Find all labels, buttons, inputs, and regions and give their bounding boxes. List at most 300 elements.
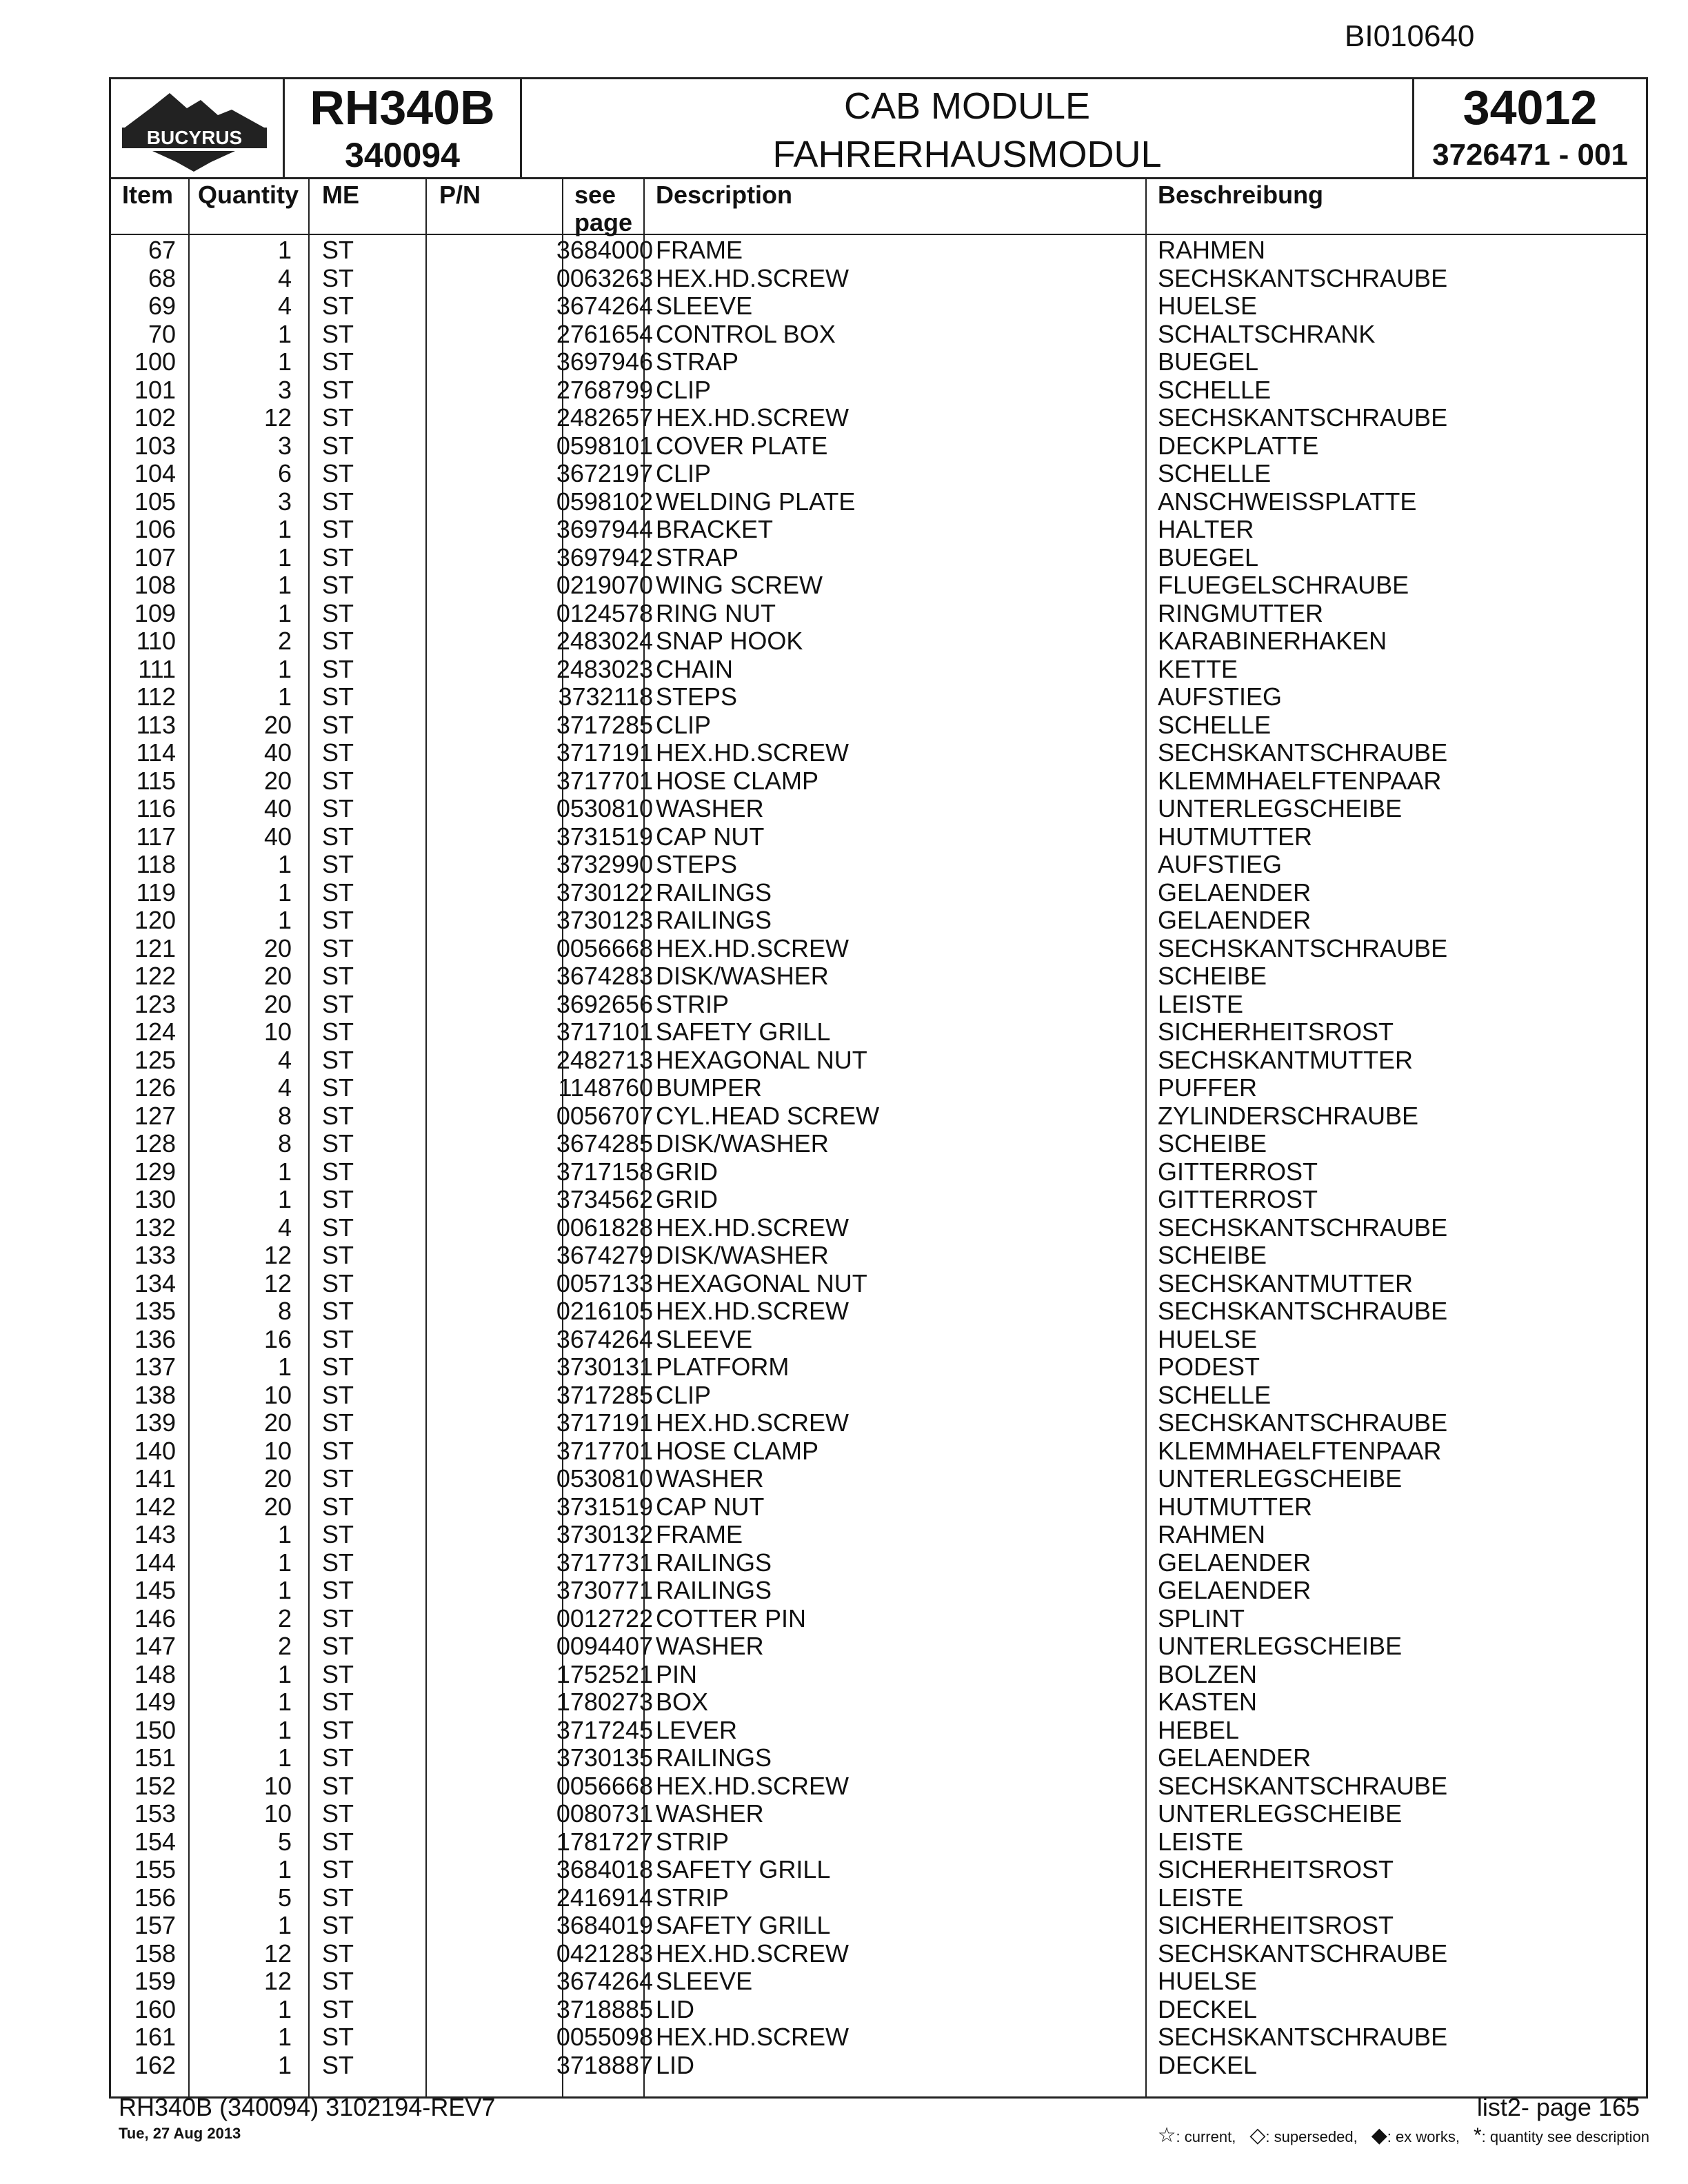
beschreibung-cell: AUFSTIEG [1158,850,1283,878]
item-cell: 67 [148,236,176,264]
me-cell: ST [322,1604,354,1632]
part-number-cell: 2482713 [556,1045,653,1074]
quantity-cell: 12 [263,1241,292,1269]
item-cell: 137 [134,1353,176,1381]
quantity-cell: 40 [263,738,292,767]
item-cell: 158 [134,1939,176,1968]
part-number-cell: 2768799 [556,375,653,404]
part-number-cell: 0219070 [556,571,653,599]
me-cell: ST [322,1799,354,1828]
item-cell: 141 [134,1464,176,1493]
part-number-cell: 3717191 [556,1408,653,1437]
me-cell: ST [322,1576,354,1604]
part-number-cell: 3717285 [556,1380,653,1409]
part-number-cell: 3718887 [556,2050,653,2079]
part-number-cell: 3684019 [556,1911,653,1939]
item-cell: 130 [134,1185,176,1213]
beschreibung-cell: PUFFER [1158,1073,1257,1102]
table-row [111,265,1646,293]
me-cell: ST [322,989,354,1018]
beschreibung-cell: KLEMMHAELFTENPAAR [1158,1436,1442,1465]
beschreibung-cell: GELAENDER [1158,1576,1312,1604]
beschreibung-cell: SPLINT [1158,1604,1245,1632]
table-row [111,236,1646,265]
quantity-cell: 8 [277,1297,292,1325]
table-row [111,879,1646,907]
beschreibung-cell: SECHSKANTMUTTER [1158,1045,1414,1074]
description-cell: SLEEVE [656,1324,753,1353]
part-number-cell: 3717701 [556,1436,653,1465]
table-row [111,1744,1646,1772]
quantity-cell: 1 [277,515,292,543]
item-cell: 129 [134,1157,176,1186]
beschreibung-cell: KARABINERHAKEN [1158,627,1387,655]
part-number-cell: 3674279 [556,1241,653,1269]
beschreibung-cell: HUELSE [1158,1324,1258,1353]
me-cell: ST [322,1883,354,1912]
quantity-cell: 3 [277,487,292,516]
table-row [111,1828,1646,1857]
quantity-cell: 4 [277,1073,292,1102]
description-cell: CLIP [656,710,712,739]
me-cell: ST [322,1380,354,1409]
description-cell: HEXAGONAL NUT [656,1268,867,1297]
col-me: ME [322,181,359,209]
beschreibung-cell: BUEGEL [1158,347,1259,376]
description-cell: FRAME [656,1520,743,1548]
quantity-cell: 10 [263,1799,292,1828]
description-cell: HEX.HD.SCREW [656,1213,850,1242]
beschreibung-cell: GELAENDER [1158,906,1312,934]
me-cell: ST [322,1213,354,1242]
legend-text: : ex works, [1387,2128,1460,2145]
part-number-cell: 0530810 [556,1464,653,1493]
me-cell: ST [322,627,354,655]
quantity-cell: 8 [277,1129,292,1157]
description-cell: STRAP [656,543,739,572]
part-number-cell: 0057133 [556,1268,653,1297]
item-cell: 120 [134,906,176,934]
description-cell: WASHER [656,1632,764,1660]
me-cell: ST [322,431,354,460]
me-cell: ST [322,292,354,320]
table-row [111,991,1646,1019]
quantity-cell: 8 [277,1101,292,1130]
beschreibung-cell: GELAENDER [1158,878,1312,907]
quantity-cell: 1 [277,850,292,878]
group-number: 34012 [1463,81,1598,134]
beschreibung-cell: KLEMMHAELFTENPAAR [1158,766,1442,795]
table-row [111,683,1646,711]
description-cell: HEX.HD.SCREW [656,1297,850,1325]
me-cell: ST [322,319,354,348]
me-cell: ST [322,1408,354,1437]
table-row [111,292,1646,321]
table-row [111,1661,1646,1689]
item-cell: 117 [136,822,176,851]
table-row [111,1186,1646,1214]
table-row [111,432,1646,461]
item-cell: 150 [134,1715,176,1744]
diamond-filled-icon: ◆ [1371,2124,1387,2147]
description-cell: WELDING PLATE [656,487,856,516]
beschreibung-cell: RAHMEN [1158,1520,1266,1548]
quantity-cell: 1 [277,236,292,264]
me-cell: ST [322,347,354,376]
quantity-cell: 12 [263,403,292,432]
table-row [111,1242,1646,1270]
table-row [111,1074,1646,1102]
part-number-cell: 2761654 [556,319,653,348]
item-cell: 126 [134,1073,176,1102]
me-cell: ST [322,1436,354,1465]
legend-item [1474,2124,1649,2147]
quantity-cell: 1 [277,1157,292,1186]
beschreibung-cell: UNTERLEGSCHEIBE [1158,1799,1403,1828]
quantity-cell: 5 [277,1827,292,1856]
me-cell: ST [322,1520,354,1548]
table-row [111,711,1646,740]
item-cell: 148 [134,1659,176,1688]
description-cell: CHAIN [656,654,734,683]
beschreibung-cell: SECHSKANTSCHRAUBE [1158,403,1448,432]
title-en: CAB MODULE [843,85,1091,127]
table-row [111,1577,1646,1605]
beschreibung-cell: SCHALTSCHRANK [1158,319,1376,348]
table-row [111,1493,1646,1521]
quantity-cell: 16 [263,1324,292,1353]
table-row [111,321,1646,349]
part-number-cell: 3717158 [556,1157,653,1186]
description-cell: RAILINGS [656,1548,772,1577]
beschreibung-cell: SECHSKANTSCHRAUBE [1158,1771,1448,1800]
legend-text: : quantity see description [1481,2127,1649,2145]
item-cell: 100 [134,347,176,376]
description-cell: STEPS [656,850,738,878]
description-cell: HEX.HD.SCREW [656,933,850,962]
quantity-cell: 10 [263,1436,292,1465]
description-cell: SAFETY GRILL [656,1018,831,1046]
description-cell: GRID [656,1157,718,1186]
table-row [111,1912,1646,1940]
item-cell: 151 [134,1743,176,1772]
part-number-cell: 3730123 [556,906,653,934]
table-row [111,1856,1646,1884]
item-cell: 134 [134,1268,176,1297]
description-cell: WASHER [656,1464,764,1493]
quantity-cell: 10 [263,1380,292,1409]
table-row [111,572,1646,600]
part-number-cell: 0124578 [556,598,653,627]
table-row [111,1521,1646,1549]
me-cell: ST [322,1353,354,1381]
part-number-cell: 1752521 [556,1659,653,1688]
item-cell: 146 [134,1604,176,1632]
item-cell: 122 [134,962,176,990]
quantity-cell: 1 [277,1688,292,1716]
item-cell: 161 [134,2023,176,2051]
header-block [111,79,1646,179]
quantity-cell: 1 [277,2023,292,2051]
model-name: RH340B [310,81,495,134]
me-cell: ST [322,933,354,962]
part-number-cell: 3734562 [556,1185,653,1213]
item-cell: 149 [134,1688,176,1716]
item-cell: 70 [148,319,176,348]
item-cell: 116 [136,794,176,822]
item-cell: 154 [134,1827,176,1856]
table-row [111,1102,1646,1131]
description-cell: CAP NUT [656,822,765,851]
item-cell: 105 [134,487,176,516]
item-cell: 142 [134,1492,176,1521]
col-pn: P/N [439,181,481,209]
model-cell [285,79,522,177]
description-cell: LID [656,1994,695,2023]
me-cell: ST [322,1715,354,1744]
quantity-cell: 12 [263,1268,292,1297]
description-cell: STEPS [656,682,738,711]
beschreibung-cell: GELAENDER [1158,1548,1312,1577]
beschreibung-cell: UNTERLEGSCHEIBE [1158,1464,1403,1493]
me-cell: ST [322,403,354,432]
table-row [111,1214,1646,1242]
footer-page: list2- page 165 [1476,2093,1640,2121]
description-cell: SLEEVE [656,1967,753,1995]
item-cell: 109 [134,598,176,627]
part-number-cell: 0216105 [556,1297,653,1325]
beschreibung-cell: SECHSKANTSCHRAUBE [1158,1408,1448,1437]
legend-text: : current, [1176,2128,1236,2145]
table-row [111,376,1646,405]
quantity-cell: 1 [277,1576,292,1604]
part-number-cell: 0080731 [556,1799,653,1828]
me-cell: ST [322,1101,354,1130]
beschreibung-cell: SECHSKANTSCHRAUBE [1158,1939,1448,1968]
column-headers [111,177,1646,235]
description-cell: CONTROL BOX [656,319,836,348]
quantity-cell: 20 [263,1408,292,1437]
legend-item [1249,2123,1357,2147]
quantity-cell: 1 [277,1994,292,2023]
item-cell: 113 [136,710,176,739]
beschreibung-cell: SECHSKANTSCHRAUBE [1158,1297,1448,1325]
table-row [111,544,1646,572]
item-cell: 138 [134,1380,176,1409]
quantity-cell: 1 [277,878,292,907]
me-cell: ST [322,1911,354,1939]
description-cell: BUMPER [656,1073,763,1102]
me-cell: ST [322,766,354,795]
description-cell: HEX.HD.SCREW [656,738,850,767]
table-row [111,1884,1646,1912]
table-row [111,1940,1646,1968]
part-number-cell: 3697944 [556,515,653,543]
table-row [111,1717,1646,1745]
beschreibung-cell: HUELSE [1158,292,1258,320]
table-row [111,2052,1646,2080]
table-row [111,1465,1646,1493]
item-cell: 162 [134,2050,176,2079]
beschreibung-cell: KASTEN [1158,1688,1258,1716]
beschreibung-cell: ANSCHWEISSPLATTE [1158,487,1417,516]
quantity-cell: 20 [263,1492,292,1521]
item-cell: 112 [136,682,176,711]
diamond-outline-icon: ◇ [1249,2124,1266,2147]
part-number-cell: 1148760 [558,1073,653,1102]
table-row [111,1018,1646,1046]
quantity-cell: 20 [263,989,292,1018]
part-number-cell: 2483024 [556,627,653,655]
quantity-cell: 4 [277,1045,292,1074]
me-cell: ST [322,571,354,599]
description-cell: GRID [656,1185,718,1213]
description-cell: RAILINGS [656,878,772,907]
description-cell: CYL.HEAD SCREW [656,1101,880,1130]
table-row [111,1632,1646,1661]
item-cell: 127 [134,1101,176,1130]
description-cell: BOX [656,1688,709,1716]
parts-table-body [111,236,1646,2079]
quantity-cell: 40 [263,794,292,822]
beschreibung-cell: DECKEL [1158,1994,1258,2023]
me-cell: ST [322,1548,354,1577]
beschreibung-cell: SECHSKANTMUTTER [1158,1268,1414,1297]
description-cell: HEX.HD.SCREW [656,1939,850,1968]
part-number-cell: 0056668 [556,1771,653,1800]
beschreibung-cell: SECHSKANTSCHRAUBE [1158,933,1448,962]
me-cell: ST [322,906,354,934]
title-de: FAHRERHAUSMODUL [772,134,1162,175]
quantity-cell: 4 [277,263,292,292]
beschreibung-cell: HUELSE [1158,1967,1258,1995]
item-cell: 132 [134,1213,176,1242]
description-cell: SAFETY GRILL [656,1911,831,1939]
quantity-cell: 2 [277,1632,292,1660]
table-row [111,795,1646,823]
beschreibung-cell: SCHEIBE [1158,962,1267,990]
quantity-cell: 12 [263,1939,292,1968]
item-cell: 144 [134,1548,176,1577]
beschreibung-cell: PODEST [1158,1353,1260,1381]
title-cell [522,79,1414,177]
beschreibung-cell: HUTMUTTER [1158,1492,1312,1521]
part-number-cell: 0063263 [556,263,653,292]
part-number-cell: 0012722 [556,1604,653,1632]
description-cell: HEXAGONAL NUT [656,1045,867,1074]
me-cell: ST [322,515,354,543]
table-row [111,1382,1646,1410]
part-number-cell: 2482657 [556,403,653,432]
me-cell: ST [322,738,354,767]
item-cell: 102 [134,403,176,432]
part-number-cell: 3732990 [556,850,653,878]
beschreibung-cell: SCHELLE [1158,375,1272,404]
part-number-cell: 3717731 [556,1548,653,1577]
part-number-cell: 3731519 [556,822,653,851]
me-cell: ST [322,2023,354,2051]
beschreibung-cell: UNTERLEGSCHEIBE [1158,1632,1403,1660]
part-number-cell: 0598101 [556,431,653,460]
description-cell: HEX.HD.SCREW [656,1408,850,1437]
col-see-page-1: see [574,181,616,209]
part-number-cell: 3717101 [556,1018,653,1046]
me-cell: ST [322,1241,354,1269]
beschreibung-cell: GELAENDER [1158,1743,1312,1772]
me-cell: ST [322,598,354,627]
quantity-cell: 1 [277,1185,292,1213]
part-number-cell: 0061828 [556,1213,653,1242]
item-cell: 128 [134,1129,176,1157]
me-cell: ST [322,1994,354,2023]
beschreibung-cell: LEISTE [1158,1827,1244,1856]
quantity-cell: 1 [277,1855,292,1883]
description-cell: HEX.HD.SCREW [656,1771,850,1800]
description-cell: RAILINGS [656,906,772,934]
me-cell: ST [322,794,354,822]
table-row [111,1800,1646,1828]
me-cell: ST [322,263,354,292]
beschreibung-cell: SICHERHEITSROST [1158,1855,1394,1883]
document-id: BI010640 [1345,19,1475,53]
item-cell: 104 [134,459,176,487]
part-number-cell: 0598102 [556,487,653,516]
me-cell: ST [322,1045,354,1074]
me-cell: ST [322,1967,354,1995]
me-cell: ST [322,878,354,907]
part-number-cell: 3674283 [556,962,653,990]
item-cell: 159 [134,1967,176,1995]
item-cell: 147 [134,1632,176,1660]
part-number-cell: 3717191 [556,738,653,767]
beschreibung-cell: SECHSKANTSCHRAUBE [1158,738,1448,767]
beschreibung-cell: SCHELLE [1158,459,1272,487]
quantity-cell: 20 [263,962,292,990]
me-cell: ST [322,1268,354,1297]
table-row [111,656,1646,684]
quantity-cell: 10 [263,1018,292,1046]
quantity-cell: 1 [277,1659,292,1688]
table-row [111,1409,1646,1437]
table-row [111,739,1646,767]
quantity-cell: 1 [277,1520,292,1548]
beschreibung-cell: UNTERLEGSCHEIBE [1158,794,1403,822]
description-cell: STRAP [656,347,739,376]
table-row [111,767,1646,796]
item-cell: 118 [136,850,176,878]
group-subnumber: 3726471 - 001 [1432,138,1628,172]
description-cell: HEX.HD.SCREW [656,2023,850,2051]
me-cell: ST [322,1297,354,1325]
me-cell: ST [322,1464,354,1493]
quantity-cell: 20 [263,933,292,962]
legend-item [1158,2123,1236,2147]
quantity-cell: 1 [277,1353,292,1381]
quantity-cell: 6 [277,459,292,487]
item-cell: 115 [136,766,176,795]
item-cell: 101 [134,375,176,404]
beschreibung-cell: HALTER [1158,515,1254,543]
item-cell: 123 [134,989,176,1018]
item-cell: 140 [134,1436,176,1465]
table-row [111,1996,1646,2024]
table-row [111,823,1646,851]
part-number-cell: 3674285 [556,1129,653,1157]
group-number-cell [1414,79,1646,177]
beschreibung-cell: BOLZEN [1158,1659,1258,1688]
part-number-cell: 3672197 [556,459,653,487]
me-cell: ST [322,1688,354,1716]
